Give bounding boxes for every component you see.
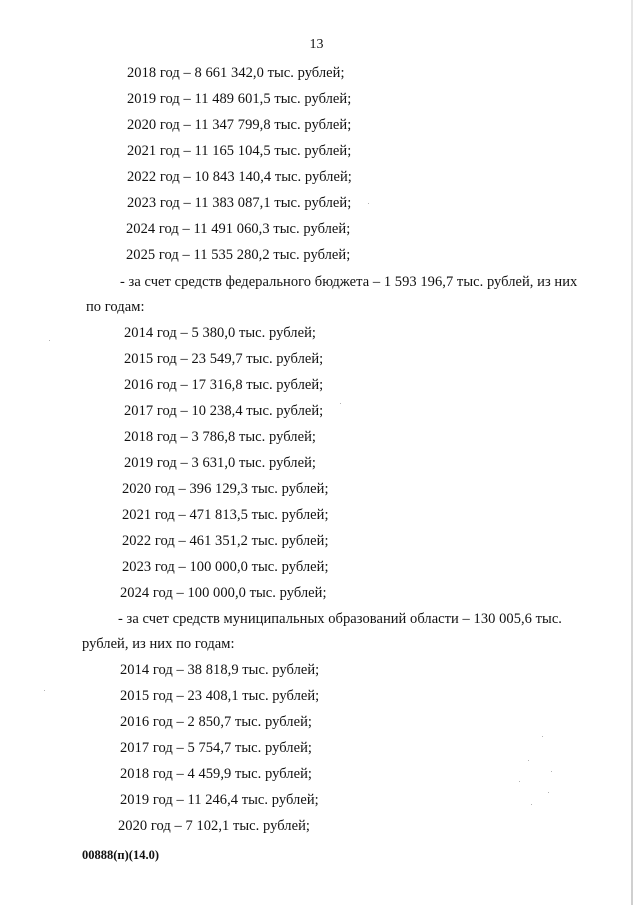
scan-speck — [542, 736, 543, 737]
scan-speck — [368, 203, 369, 204]
federal-line-2023: 2023 год – 100 000,0 тыс. рублей; — [122, 559, 329, 575]
municipal-line-2019: 2019 год – 11 246,4 тыс. рублей; — [120, 792, 319, 808]
federal-line-2018: 2018 год – 3 786,8 тыс. рублей; — [124, 429, 316, 445]
budget-line-2022: 2022 год – 10 843 140,4 тыс. рублей; — [127, 169, 352, 185]
scan-speck — [551, 771, 552, 772]
federal-line-2020: 2020 год – 396 129,3 тыс. рублей; — [122, 481, 329, 497]
budget-line-2021: 2021 год – 11 165 104,5 тыс. рублей; — [127, 143, 352, 159]
scan-speck — [528, 760, 529, 761]
budget-line-2025: 2025 год – 11 535 280,2 тыс. рублей; — [126, 247, 351, 263]
municipal-line-2017: 2017 год – 5 754,7 тыс. рублей; — [120, 740, 312, 756]
municipal-budget-paragraph: - за счет средств муниципальных образований области – 130 005,6 тыс. — [118, 611, 562, 627]
federal-budget-paragraph-cont: по годам: — [86, 299, 145, 315]
municipal-line-2020: 2020 год – 7 102,1 тыс. рублей; — [118, 818, 310, 834]
municipal-line-2018: 2018 год – 4 459,9 тыс. рублей; — [120, 766, 312, 782]
budget-line-2024: 2024 год – 11 491 060,3 тыс. рублей; — [126, 221, 351, 237]
municipal-line-2014: 2014 год – 38 818,9 тыс. рублей; — [120, 662, 320, 678]
federal-line-2022: 2022 год – 461 351,2 тыс. рублей; — [122, 533, 329, 549]
municipal-line-2016: 2016 год – 2 850,7 тыс. рублей; — [120, 714, 312, 730]
federal-line-2024: 2024 год – 100 000,0 тыс. рублей; — [120, 585, 327, 601]
scan-speck — [531, 804, 532, 805]
budget-line-2020: 2020 год – 11 347 799,8 тыс. рублей; — [127, 117, 352, 133]
budget-line-2018: 2018 год – 8 661 342,0 тыс. рублей; — [127, 65, 345, 81]
scan-speck — [548, 792, 549, 793]
document-code: 00888(п)(14.0) — [82, 848, 159, 862]
scan-speck — [44, 690, 45, 691]
municipal-line-2015: 2015 год – 23 408,1 тыс. рублей; — [120, 688, 320, 704]
federal-line-2015: 2015 год – 23 549,7 тыс. рублей; — [124, 351, 324, 367]
scan-speck — [49, 340, 50, 341]
federal-line-2017: 2017 год – 10 238,4 тыс. рублей; — [124, 403, 324, 419]
federal-line-2019: 2019 год – 3 631,0 тыс. рублей; — [124, 455, 316, 471]
page-number: 13 — [309, 37, 324, 52]
municipal-budget-paragraph-cont: рублей, из них по годам: — [82, 636, 235, 652]
scan-speck — [340, 403, 341, 404]
scan-speck — [519, 781, 520, 782]
federal-line-2014: 2014 год – 5 380,0 тыс. рублей; — [124, 325, 316, 341]
budget-line-2023: 2023 год – 11 383 087,1 тыс. рублей; — [127, 195, 352, 211]
federal-budget-paragraph: - за счет средств федерального бюджета – 1 593 196,7 тыс. рублей, из них — [120, 274, 578, 290]
budget-line-2019: 2019 год – 11 489 601,5 тыс. рублей; — [127, 91, 352, 107]
federal-line-2016: 2016 год – 17 316,8 тыс. рублей; — [124, 377, 324, 393]
federal-line-2021: 2021 год – 471 813,5 тыс. рублей; — [122, 507, 329, 523]
